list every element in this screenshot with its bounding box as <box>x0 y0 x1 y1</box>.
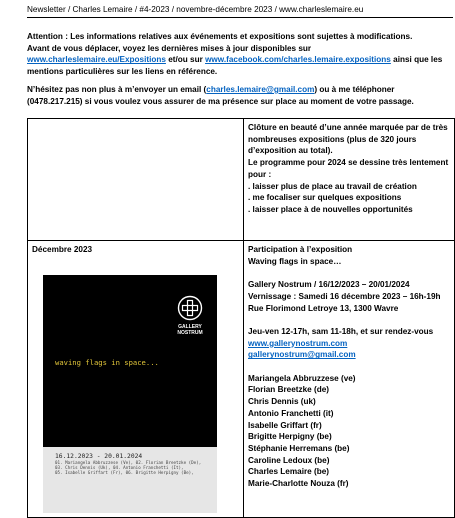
poster-footer <box>43 447 217 513</box>
opening-hours: Jeu-ven 12-17h, sam 11-18h, et sur rendez-vous <box>248 326 434 336</box>
december-left-cell <box>28 241 244 518</box>
intro-bullet-3: . laisser place à de nouvelles opportunités <box>248 204 413 214</box>
vernissage-info: Vernissage : Samedi 16 décembre 2023 – 16h-19h <box>248 291 441 301</box>
intro-right-cell <box>244 119 455 241</box>
expositions-link[interactable]: www.charleslemaire.eu/Expositions <box>27 55 166 65</box>
notice-line-2: Avant de vous déplacer, voyez les dernières mises à jour disponibles sur <box>27 43 312 53</box>
participation-title: Participation à l’exposition <box>248 245 353 254</box>
intro-line-2: Le programme pour 2024 se dessine très lentement pour : <box>248 158 449 179</box>
header-divider <box>27 17 453 18</box>
poster-artist-list: 01. Mariangela Abbruzzese (Ve), 02. Florian Breetzke (De), 03. Chris Dennis (Uk), 04. Antonio Franchetti (It), 05. Isabelle Griffart (Fr), 06. Brigitte Herpigny (Be), <box>55 459 202 476</box>
notice-tail-text: ainsi que les mentions particulières sur les liens en référence. <box>27 55 443 77</box>
gallery-nostrum-logo-icon <box>177 295 203 321</box>
notice-paragraph <box>27 31 455 78</box>
contact-phone-line: (0478.217.215) si vous voulez vous assurer de ma présence sur place au moment de votre passage. <box>27 96 414 106</box>
poster-dates: 16.12.2023 - 20.01.2024 <box>55 452 143 460</box>
artist-item: Mariangela Abbruzzese (ve) <box>248 373 356 383</box>
december-right-cell <box>244 241 455 518</box>
contact-email-link[interactable]: charles.lemaire@gmail.com <box>206 85 315 94</box>
notice-line-1: Attention : Les informations relatives aux événements et expositions sont sujettes à modifications. <box>27 32 413 41</box>
exhibition-poster <box>43 275 217 513</box>
notice-and-text: et/ou sur <box>165 55 206 65</box>
spacer <box>248 267 450 279</box>
contact-text-start: N’hésitez pas non plus à m’envoyer un email ( <box>27 85 207 94</box>
spacer <box>248 314 450 326</box>
spacer <box>248 361 450 373</box>
agenda-table <box>27 118 455 518</box>
artist-item: Antonio Franchetti (it) <box>248 408 334 418</box>
exhibition-name: Waving flags in space… <box>248 256 342 266</box>
gallery-dates: Gallery Nostrum / 16/12/2023 – 20/01/2024 <box>248 280 410 290</box>
artist-item: Florian Breetzke (de) <box>248 385 329 395</box>
contact-text-middle: ) ou à me téléphoner <box>314 85 395 94</box>
poster-gallery-name-1: GALLERY <box>178 323 202 330</box>
contact-paragraph <box>27 84 455 107</box>
artist-item: Marie-Charlotte Nouza (fr) <box>248 479 349 489</box>
newsletter-header: Newsletter / Charles Lemaire / #4-2023 / novembre-décembre 2023 / www.charleslemaire.eu <box>27 5 364 14</box>
poster-gallery-name <box>169 324 211 336</box>
intro-line-1: Clôture en beauté d’une année marquée par de très nombreuses expositions (plus de 320 jours d’exposition au total). <box>248 123 448 156</box>
artist-item: Chris Dennis (uk) <box>248 397 316 407</box>
artist-item: Caroline Ledoux (be) <box>248 455 330 465</box>
agenda-row-december <box>28 241 455 518</box>
artist-item: Isabelle Griffart (fr) <box>248 420 322 430</box>
intro-bullet-2: . me focaliser sur quelques expositions <box>248 193 402 203</box>
intro-left-cell <box>28 119 244 241</box>
agenda-row-intro <box>28 119 455 241</box>
gallery-email-link[interactable]: gallerynostrum@gmail.com <box>248 350 356 360</box>
facebook-link[interactable]: www.facebook.com/charles.lemaire.expositions <box>205 55 391 65</box>
intro-bullet-1: . laisser plus de place au travail de création <box>248 181 417 191</box>
artist-item: Brigitte Herpigny (be) <box>248 432 332 442</box>
gallery-address: Rue Florimond Letroye 13, 1300 Wavre <box>248 303 399 313</box>
poster-gallery-name-2: NOSTRUM <box>177 329 203 336</box>
gallery-website-link[interactable]: www.gallerynostrum.com <box>248 338 348 348</box>
poster-title: waving flags in space... <box>55 357 159 367</box>
artist-item: Stéphanie Herremans (be) <box>248 443 350 453</box>
month-title: Décembre 2023 <box>32 245 93 254</box>
artist-item: Charles Lemaire (be) <box>248 467 329 477</box>
